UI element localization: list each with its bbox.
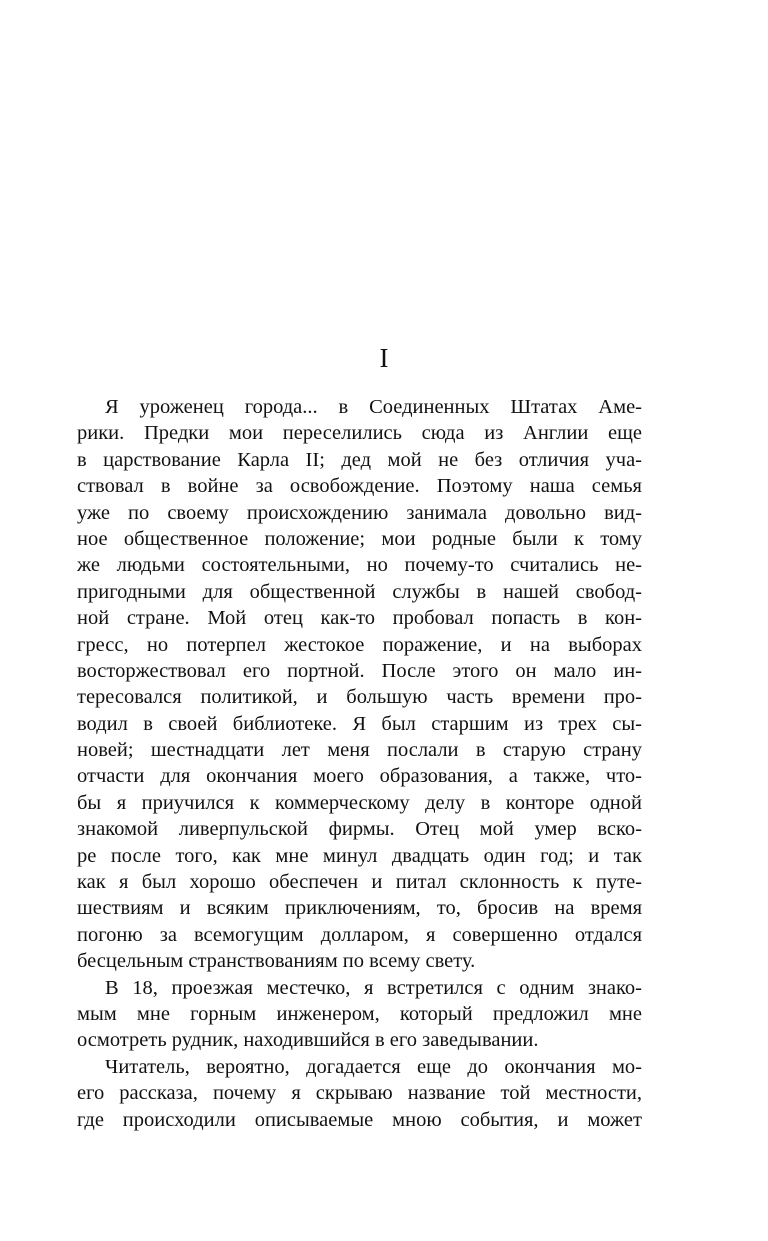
text-line: отчасти для окончания моего образования, а также, что- [77, 765, 642, 788]
text-line: осмотреть рудник, находившийся в его заведывании. [77, 1029, 539, 1052]
text-line: шествиям и всяким приключениям, то, бросив на время [77, 897, 642, 920]
text-line: восторжествовал его портной. После этого он мало ин- [77, 659, 642, 682]
text-line: тересовался политикой, и большую часть времени про- [77, 686, 642, 709]
text-line: бы я приучился к коммерческому делу в конторе одной [77, 791, 642, 814]
text-line: гресс, но потерпел жестокое поражение, и на выборах [77, 633, 642, 656]
text-line: в царствование Карла II; дед мой не без отличия уча- [77, 448, 642, 471]
paragraph-1 [77, 394, 642, 975]
text-line: В 18, проезжая местечко, я встретился с одним знако- [105, 976, 642, 999]
text-line: как я был хорошо обеспечен и питал склонность к путе- [77, 871, 642, 894]
text-line: погоню за всемогущим долларом, я совершенно отдался [77, 923, 642, 946]
text-line: водил в своей библиотеке. Я был старшим из трех сы- [77, 712, 642, 735]
paragraph-2 [77, 975, 642, 1054]
text-line: рики. Предки мои переселились сюда из Англии еще [77, 422, 642, 445]
text-line: новей; шестнадцати лет меня послали в старую страну [77, 739, 642, 762]
text-line: Читатель, вероятно, догадается еще до окончания мо- [105, 1055, 642, 1078]
text-line: ствовал в войне за освобождение. Поэтому наша семья [77, 475, 642, 498]
text-line: же людьми состоятельными, но почему-то считались не- [77, 554, 642, 577]
paragraph-3 [77, 1054, 642, 1133]
text-line: мым мне горным инженером, который предложил мне [77, 1002, 642, 1025]
text-line: где происходили описываемые мною события, и может [77, 1108, 642, 1131]
text-line: ной стране. Мой отец как-то пробовал попасть в кон- [77, 607, 642, 630]
chapter-heading: I [379, 343, 389, 373]
text-line: знакомой ливерпульской фирмы. Отец мой умер вско- [77, 818, 642, 841]
text-line: пригодными для общественной службы в нашей свобод- [77, 580, 642, 603]
text-line: бесцельным странствованиям по всему свету. [77, 950, 476, 973]
text-line: ре после того, как мне минул двадцать один год; и так [77, 844, 642, 867]
chapter-body [77, 394, 642, 1133]
text-line: его рассказа, почему я скрываю название той местности, [77, 1082, 642, 1105]
text-line: ное общественное положение; мои родные были к тому [77, 527, 642, 550]
text-line: Я уроженец города... в Соединенных Штатах Аме- [105, 396, 642, 418]
text-line: уже по своему происхождению занимала довольно вид- [77, 501, 642, 524]
